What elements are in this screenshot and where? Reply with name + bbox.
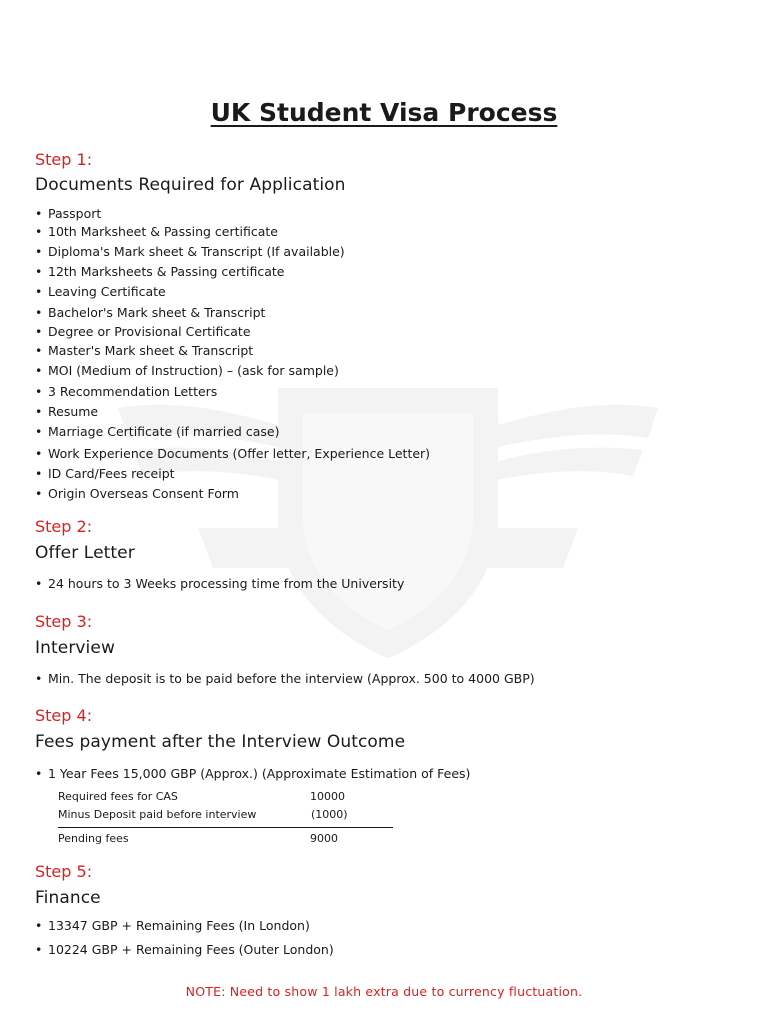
step-3-heading: Interview <box>35 638 115 658</box>
step-2-heading: Offer Letter <box>35 543 135 563</box>
list-item: • 24 hours to 3 Weeks processing time from the University <box>35 576 404 591</box>
fees-value: 9000 <box>310 832 338 845</box>
step-5-heading: Finance <box>35 888 101 908</box>
list-item: • MOI (Medium of Instruction) – (ask for sample) <box>35 363 339 378</box>
step-2-label: Step 2: <box>35 517 93 536</box>
list-item: • Bachelor's Mark sheet & Transcript <box>35 305 265 320</box>
fees-divider <box>58 827 393 828</box>
fees-value: (1000) <box>311 808 348 821</box>
list-item: • Resume <box>35 404 98 419</box>
page-title: UK Student Visa Process <box>210 98 558 127</box>
list-item: • Diploma's Mark sheet & Transcript (If available) <box>35 244 345 259</box>
step-1-heading: Documents Required for Application <box>35 175 346 195</box>
fees-label: Required fees for CAS <box>58 790 178 803</box>
list-item: • 13347 GBP + Remaining Fees (In London) <box>35 918 310 933</box>
step-3-label: Step 3: <box>35 612 93 631</box>
list-item: • 3 Recommendation Letters <box>35 384 217 399</box>
step-1-label: Step 1: <box>35 150 93 169</box>
list-item: • Marriage Certificate (if married case) <box>35 424 279 439</box>
list-item: • Passport <box>35 206 101 221</box>
fees-label: Pending fees <box>58 832 129 845</box>
list-item: • ID Card/Fees receipt <box>35 466 175 481</box>
list-item: • 10224 GBP + Remaining Fees (Outer London) <box>35 942 334 957</box>
list-item: • Origin Overseas Consent Form <box>35 486 239 501</box>
step-5-label: Step 5: <box>35 862 93 881</box>
list-item: • Master's Mark sheet & Transcript <box>35 343 253 358</box>
step-4-heading: Fees payment after the Interview Outcome <box>35 732 406 752</box>
list-item: • 10th Marksheet & Passing certificate <box>35 224 278 239</box>
currency-note: NOTE: Need to show 1 lakh extra due to currency fluctuation. <box>185 984 583 999</box>
list-item: • Degree or Provisional Certificate <box>35 324 251 339</box>
list-item: • Leaving Certificate <box>35 284 166 299</box>
fees-value: 10000 <box>310 790 345 803</box>
step-4-label: Step 4: <box>35 706 93 725</box>
list-item: • Min. The deposit is to be paid before the interview (Approx. 500 to 4000 GBP) <box>35 671 535 686</box>
list-item: • 12th Marksheets & Passing certificate <box>35 264 285 279</box>
shield-wings-watermark-icon <box>88 368 688 668</box>
list-item: • 1 Year Fees 15,000 GBP (Approx.) (Approximate Estimation of Fees) <box>35 766 470 781</box>
fees-label: Minus Deposit paid before interview <box>58 808 257 821</box>
list-item: • Work Experience Documents (Offer letter, Experience Letter) <box>35 446 430 461</box>
